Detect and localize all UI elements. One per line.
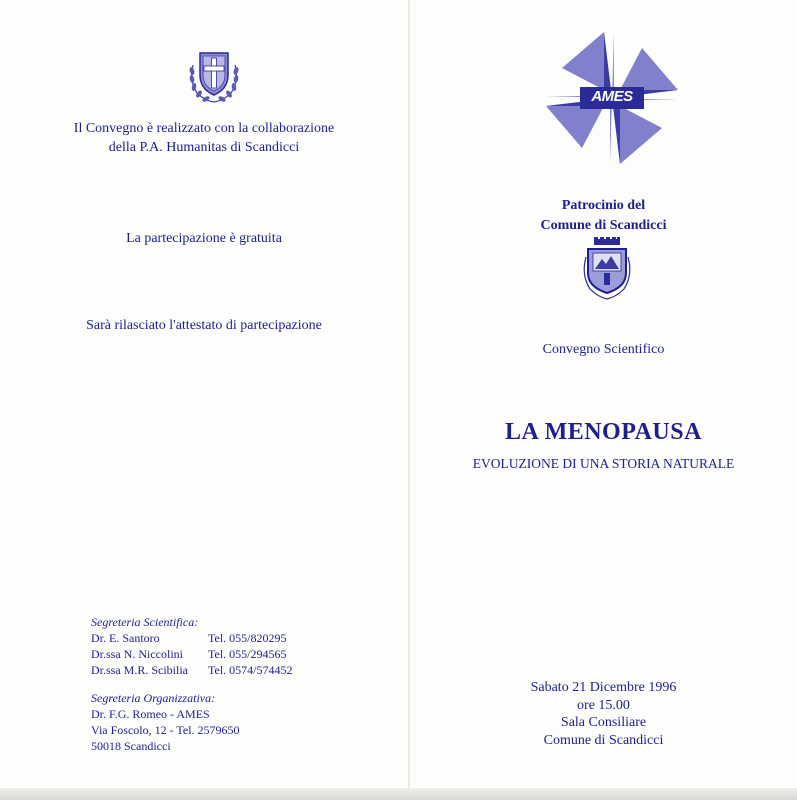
right-panel	[410, 0, 797, 800]
organizing-secretariat	[91, 690, 240, 754]
event-venue: Sala Consiliare	[560, 715, 647, 730]
patronage-line-2: Comune di Scandicci	[540, 218, 667, 233]
event-location: Comune di Scandicci	[543, 732, 664, 748]
contact-name: Dr.ssa M.R. Scibilia	[91, 663, 189, 677]
cross-shield-laurel-icon	[183, 45, 245, 107]
municipal-crest-icon	[580, 237, 634, 301]
organizing-line: Via Foscolo, 12 - Tel. 2579650	[91, 723, 240, 737]
contact-phone: Tel. 0574/574452	[208, 663, 293, 677]
logo-text: AMES	[591, 88, 633, 105]
document-subtitle: EVOLUZIONE DI UNA STORIA NATURALE	[472, 456, 735, 471]
contact-row	[91, 646, 293, 662]
organizing-line: Dr. F.G. Romeo - AMES	[91, 707, 210, 721]
organizing-line: 50018 Scandicci	[91, 739, 171, 753]
certificate-note: Sarà rilasciato l'attestato di partecipazione	[86, 318, 322, 333]
contact-name: Dr.ssa N. Niccolini	[91, 647, 183, 661]
patronage	[410, 196, 797, 236]
patronage-line-1: Patrocinio del	[561, 198, 646, 213]
contact-row	[91, 662, 293, 678]
contact-phone: Tel. 055/820295	[208, 631, 287, 645]
organizing-secretariat-heading: Segreteria Organizzativa:	[91, 691, 216, 705]
event-time: ore 15.00	[577, 697, 630, 713]
collaboration-note	[0, 119, 408, 157]
scientific-secretariat-heading: Segreteria Scientifica:	[91, 615, 199, 629]
collaboration-line-1: Il Convegno è realizzato con la collaborazione	[73, 121, 335, 136]
participation-note: La partecipazione è gratuita	[126, 231, 282, 246]
contact-row	[91, 630, 293, 646]
document-title: LA MENOPAUSA	[505, 419, 702, 445]
contact-name: Dr. E. Santoro	[91, 631, 160, 645]
collaboration-line-2: della P.A. Humanitas di Scandicci	[108, 140, 300, 155]
event-type: Convegno Scientifico	[542, 342, 665, 357]
event-details	[410, 679, 797, 749]
scientific-secretariat	[91, 614, 293, 678]
event-date: Sabato 21 Dicembre 1996	[530, 680, 677, 695]
contact-phone: Tel. 055/294565	[208, 647, 287, 661]
